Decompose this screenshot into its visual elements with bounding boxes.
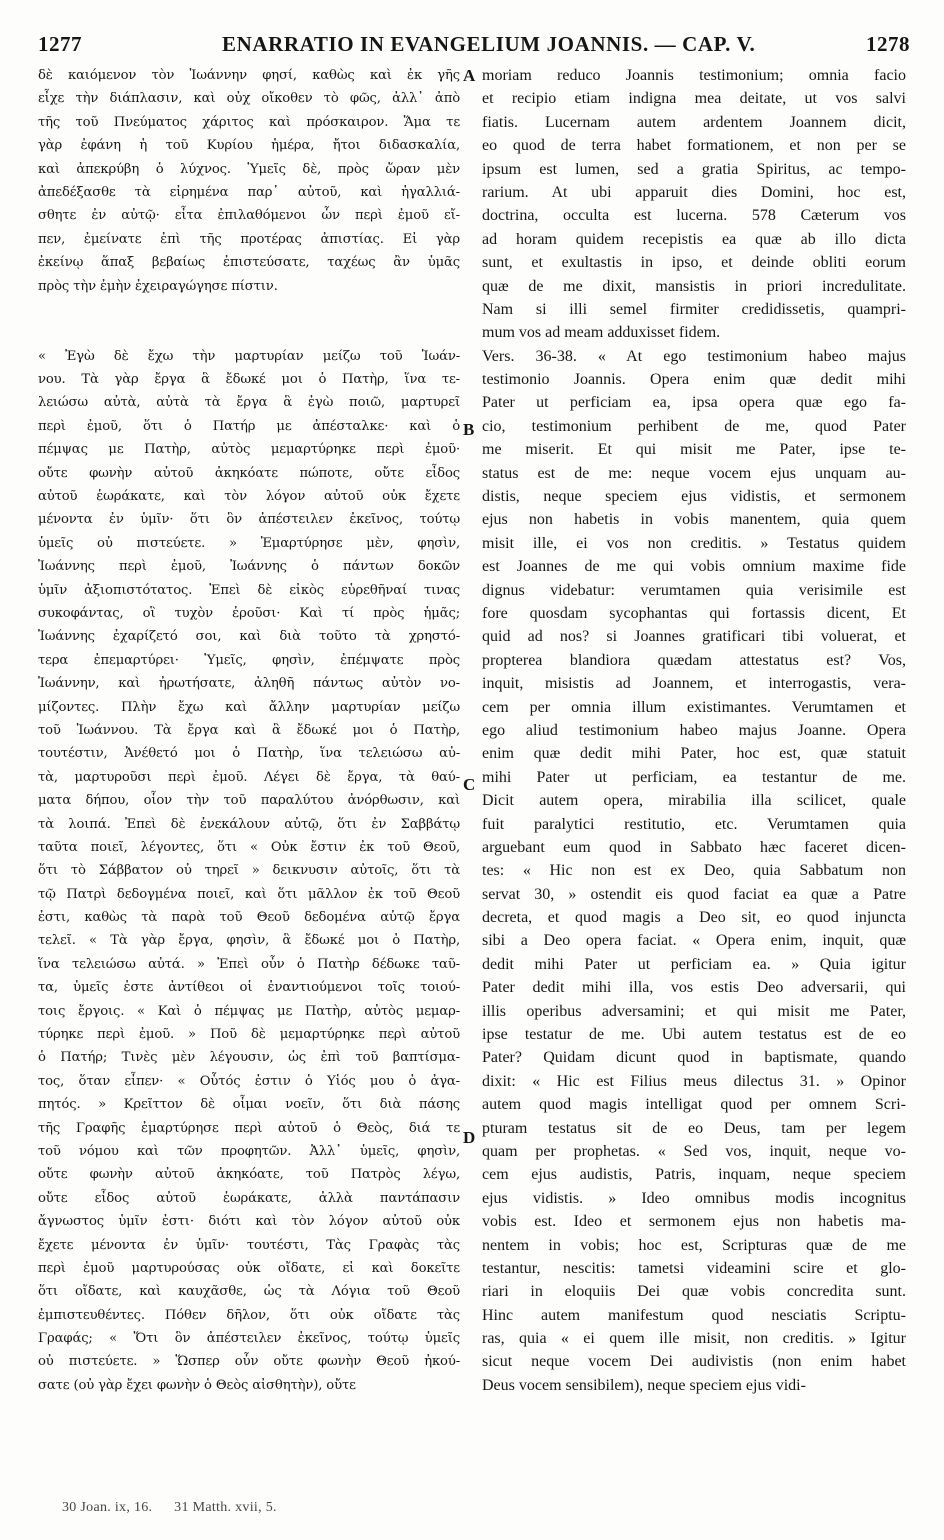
text-line: est Joannes de me qui vobis omnium maxime fide — [482, 558, 906, 576]
text-line: Γραφάς; « Ὅτι ὃν ἀπέστειλεν ἐκεῖνος, τούτῳ ὑμεῖς — [38, 1331, 460, 1347]
running-title: ENARRATIO IN EVANGELIUM JOANNIS. — CAP. V. — [222, 32, 756, 56]
text-line: Ἰωάννης περὶ ἐμοῦ, Ἰωάννης ὁ πάντων δοκῶν — [38, 559, 460, 575]
text-line: τῷ Πατρὶ δεδογμένα ποιεῖ, καὶ ὅτι μᾶλλον ἐκ τοῦ Θεοῦ — [38, 886, 460, 902]
text-line: ἄγνωστος ὑμῖν ἐστι· διότι καὶ τὸν λόγον αὐτοῦ οὐκ — [38, 1214, 460, 1230]
footnote: 30 Joan. ix, 16. — [62, 1500, 153, 1515]
text-line: ras, quia « ei quem ille misit, non creditis. » Igitur — [482, 1330, 906, 1348]
text-line: αὐτοῦ ἑωράκατε, καὶ τὸν λόγον αὐτοῦ οὐκ ἔχετε — [38, 489, 460, 505]
text-line: ταῦτα ποιεῖ, λέγοντες, ὅτι « Οὐκ ἔστιν ἐκ τοῦ Θεοῦ, — [38, 839, 460, 855]
text-line: ἵνα τελειώσω αὐτά. » Ἐπεὶ οὖν ὁ Πατὴρ δέδωκε ταῦ- — [38, 956, 460, 972]
text-line: σατε (οὐ γὰρ ἔχει φωνὴν ὁ Θεὸς αἰσθητὴν), οὔτε — [38, 1377, 356, 1393]
text-line: ὁ Πατήρ; Τινὲς μὲν λέγουσιν, ὡς ἐπὶ τοῦ βαπτίσμα- — [38, 1050, 460, 1066]
text-line: testimonio Joannis. Opera enim quæ dedit mihi — [482, 371, 906, 389]
text-line: τὰ, μαρτυροῦσι περὶ ἐμοῦ. Λέγει δὲ ἔργα, τὰ θαύ- — [38, 769, 460, 785]
text-line: moriam reduco Joannis testimonium; omnia facio — [482, 67, 906, 84]
text-line: nentem in vobis; hoc est, Scripturas quæ de me — [482, 1236, 906, 1254]
text-line: καὶ ἀπεκρύβη ὁ λύχνος. Ὑμεῖς δὲ, πρὸς ὥραν μὲν — [38, 161, 460, 177]
text-line: ἀπεδέξασθε τὰ εἰρημένα παρ᾽ αὐτοῦ, καὶ ἠγαλλιά- — [38, 184, 460, 200]
text-line: dedit mihi Pater ut perficiam ea. » Quia igitur — [482, 955, 906, 973]
text-line: πρὸς τὴν ἐμὴν ἐχειραγώγησε πίστιν. — [38, 278, 278, 294]
text-line: Deus vocem sensibilem), neque speciem ejus vidi- — [482, 1376, 806, 1394]
greek-column — [38, 64, 460, 1397]
text-line — [38, 298, 460, 321]
text-line: Ἰωάννης ἐχαρίζετό σοι, καὶ διὰ τοῦτο τὰ χρηστό- — [38, 629, 460, 645]
text-line: pturam testatus sit de eo Deus, tam per legem — [482, 1119, 906, 1137]
text-line: περὶ ἐμοῦ, ὅτι ὁ Πατήρ με ἀπέσταλκε· καὶ ὁ — [38, 418, 460, 434]
text-line: οὐ πιστεύετε. » Ὥσπερ οὖν οὔτε φωνὴν Θεοῦ ἠκού- — [38, 1354, 460, 1370]
text-line: ἐμπιστευθέντες. Πόθεν δῆλον, ὅτι οὐκ οἴδατε τὰς — [38, 1307, 460, 1323]
text-line: sibi a Deo opera faciat. « Opera enim, inquit, quæ — [482, 932, 906, 950]
text-line: inquit, misistis ad Joannem, et interrogastis, vera- — [482, 675, 906, 693]
text-line: τερα ἐπεμαρτύρει· Ὑμεῖς, φησὶν, ἐπέμψατε πρὸς — [38, 652, 460, 668]
text-line: status est de me: neque vocem ejus unquam au- — [482, 464, 906, 482]
text-line: Ἰωάννην, καὶ ἠρωτήσατε, ἀληθῆ πάντως αὐτὸν νο- — [38, 676, 460, 692]
page-number-right: 1278 — [866, 32, 910, 56]
latin-column — [482, 64, 906, 1397]
text-line: mum vos ad meam adduxisset fidem. — [482, 324, 721, 342]
text-line: Pater dedit mihi illa, vos estis Deo adversarii, qui — [482, 979, 906, 997]
text-line: οὔτε φωνὴν αὐτοῦ ἀκηκόατε, τοῦ Πατρὸς λέγω, — [38, 1167, 460, 1183]
text-line: περὶ ἐμοῦ μαρτυρούσας οὐκ οἴδατε, εἰ καὶ δοκεῖτε — [38, 1260, 460, 1276]
text-line: propterea blandiora quædam attestatus est? Vos, — [482, 651, 906, 669]
text-line: quid ad nos? si Joannes gratificari tibi voluerat, et — [482, 628, 906, 646]
text-line: Nam si illi semel firmiter credidissetis, quampri- — [482, 300, 906, 318]
text-line: τῆς τοῦ Πνεύματος χάριτος καὶ πρόσκαιρον. Ἅμα τε — [38, 114, 460, 130]
text-line: τοῦ νόμου καὶ τῶν προφητῶν. Ἀλλ᾽ ὑμεῖς, φησὶν, — [38, 1143, 460, 1159]
text-line: νου. Τὰ γὰρ ἔργα ἃ ἔδωκέ μοι ὁ Πατὴρ, ἵνα τε- — [38, 372, 460, 388]
text-line: συκοφάντας, οἳ τυχὸν ἐροῦσι· Καὶ τί πρὸς ἡμᾶς; — [38, 605, 460, 621]
text-line: ipse testatur de me. Ubi autem testatus est de eo — [482, 1026, 906, 1044]
text-line: eo quod de terra habet formationem, et non per se — [482, 137, 906, 155]
text-line: tes: « Hic non est ex Deo, quia Sabbatum non — [482, 862, 906, 880]
text-line: cem per omnia illum existimantes. Verumtamen et — [482, 698, 906, 716]
text-line: Pater? Quidam dicunt quod in baptismate, quando — [482, 1049, 906, 1067]
text-line: ad horam quidem recepistis ea quæ ab illo dicta — [482, 230, 906, 248]
text-line: testantur, nescitis: tametsi videamini scire et glo- — [482, 1259, 906, 1277]
text-line: ego aliud testimonium habeo majus Joanne. Opera — [482, 721, 906, 739]
text-line: τὰ λοιπά. Ἐπεὶ δὲ ἐνεκάλουν αὐτῷ, ὅτι ἐν Σαββάτῳ — [38, 816, 460, 832]
text-line: ὑμεῖς οὐ πιστεύετε. » Ἐμαρτύρησε μὲν, φησὶν, — [38, 535, 460, 551]
text-line: τῆς Γραφῆς ἐμαρτύρησε περὶ αὐτοῦ ὁ Θεὸς, διά τε — [38, 1120, 460, 1136]
text-line: illis operibus adversamini; et qui misit me Pater, — [482, 1002, 906, 1020]
text-line: decreta, et quod magis a Deo sit, eo quod injuncta — [482, 909, 906, 927]
text-line: dignus videbatur: verumtamen quia verisimile est — [482, 581, 906, 599]
text-line: τελεῖ. « Τὰ γὰρ ἔργα, φησὶν, ἃ ἔδωκέ μοι ὁ Πατὴρ, — [38, 933, 460, 949]
text-line: ἔχετε μένοντα ἐν ὑμῖν· τουτέστι, Τὰς Γραφὰς τὰς — [38, 1237, 460, 1253]
text-line: mihi Pater ut perficiam, ea testantur de me. — [482, 768, 906, 786]
text-line: fore quosdam sycophantas qui fortassis dicent, Et — [482, 604, 906, 622]
text-line: Pater ut perficiam ea, ipsa opera quæ ego fa- — [482, 394, 906, 412]
text-line: cio, testimonium perhibent de me, quod Pater — [482, 417, 906, 435]
text-line: τύρηκε περὶ ἐμοῦ. » Ποῦ δὲ μεμαρτύρηκε περὶ αὐτοῦ — [38, 1027, 460, 1043]
text-line: sunt, et exultastis in ipso, et deinde obliti eorum — [482, 254, 906, 272]
text-line: autem quod magis intelligat quod per omnem Scri- — [482, 1096, 906, 1114]
margin-letter-b: B — [463, 420, 475, 439]
text-line: λειώσω αὐτὰ, αὐτὰ τὰ ἔργα ἃ ἐγὼ ποιῶ, μαρτυρεῖ — [38, 395, 460, 411]
text-line: γὰρ ἐφάνη ἡ τοῦ Κυρίου ἡμέρα, ἤτοι διδασκαλία, — [38, 138, 460, 154]
text-line: ἐκείνῳ ἅπαξ βεβαίως ἐπιστεύσατε, ταχέως ἂν ὑμᾶς — [38, 255, 460, 271]
margin-letter-c: C — [463, 775, 476, 794]
text-line: ὑμῖν ἀξιοπιστότατος. Ἐπεὶ δὲ εἰκὸς εὑρεθῆναί τινας — [38, 582, 460, 598]
footnote: 31 Matth. xvii, 5. — [174, 1500, 277, 1515]
text-line: quam per prophetas. « Sed vos, inquit, neque vo- — [482, 1142, 906, 1160]
text-line: misit ille, ei vos non creditis. » Testatus quidem — [482, 534, 906, 552]
text-line: sicut neque vocem Dei audivistis (non enim habet — [482, 1353, 906, 1371]
text-line: μένοντα ἐν ὑμῖν· ὅτι ὃν ἀπέστειλεν ἐκεῖνος, τούτῳ — [38, 512, 460, 528]
text-line: rarium. At ubi apparuit dies Domini, hoc est, — [482, 183, 906, 201]
text-line: ὅτι τὸ Σάββατον οὐ τηρεῖ » δεικνυσιν αὐτοῖς, ὅτι τὰ — [38, 863, 460, 879]
margin-letter-a: A — [463, 66, 476, 85]
text-line: δὲ καιόμενον τὸν Ἰωάννην φησί, καθὼς καὶ ἐκ γῆς — [38, 68, 460, 83]
text-line: πητός. » Κρεῖττον δὲ οἶμαι νοεῖν, ὅτι διὰ πάσης — [38, 1097, 460, 1113]
text-line: vobis est. Ideo et sermonem ejus non habetis ma- — [482, 1213, 906, 1231]
text-line: ματα δήπου, οἷον τὴν τοῦ παραλύτου ἀνόρθωσιν, καὶ — [38, 793, 460, 809]
text-line: servat 30, » ostendit eis quod faciat ea quæ a Patre — [482, 885, 906, 903]
text-line: τος, ὅταν εἶπεν· « Οὗτός ἐστιν ὁ Υἱός μου ὁ ἀγα- — [38, 1073, 460, 1089]
text-line: ὅτι οἴδατε, καὶ καυχᾶσθε, ὡς τὰ Λόγια τοῦ Θεοῦ — [38, 1284, 460, 1300]
text-line: fiatis. Lucernam autem ardentem Joannem dicit, — [482, 113, 906, 131]
text-line: τοις ἔργοις. « Καὶ ὁ πέμψας με Πατὴρ, αὐτὸς μεμαρ- — [38, 1003, 460, 1019]
text-line: ejus vidistis. » Ideo omnibus modis incognitus — [482, 1189, 906, 1207]
text-line: τοῦ Ἰωάννου. Τὰ ἔργα καὶ ἃ ἔδωκέ μοι ὁ Πατὴρ, — [38, 722, 460, 738]
text-line: « Ἐγὼ δὲ ἔχω τὴν μαρτυρίαν μείζω τοῦ Ἰωάν- — [38, 348, 460, 364]
text-line: Vers. 36-38. « At ego testimonium habeo majus — [482, 347, 906, 365]
text-line: ipsum est lumen, sed a gratia Spiritus, ac tempo- — [482, 160, 906, 178]
text-line: τα, ὑμεῖς ἐστε ἀντίθεοι οἱ ἐναντιούμενοι τοῖς τοιού- — [38, 980, 460, 996]
text-line: riari in eloquiis Dei quæ vobis concredita sunt. — [482, 1283, 906, 1301]
text-line: doctrina, occulta est lucerna. 578 Cæterum vos — [482, 207, 906, 225]
text-line: ἐστι, καθὼς τὰ παρὰ τοῦ Θεοῦ δεδομένα αὐτῷ ἔργα — [38, 910, 460, 926]
text-line: Hinc autem manifestum quod nesciatis Scriptu- — [482, 1306, 906, 1324]
page-number-left: 1277 — [38, 32, 82, 56]
text-line: arguebant eum quod in Sabbato hæc faceret dicen- — [482, 838, 906, 856]
text-line: τουτέστιν, Ἀνέθετό μοι ὁ Πατὴρ, ἵνα τελειώσω αὐ- — [38, 746, 460, 762]
text-line: σθητε ἐν αὐτῷ· εἶτα ἐπιλαθόμενοι ὧν περὶ ἐμοῦ εἴ- — [38, 208, 460, 224]
text-line: μίζοντες. Πλὴν ἔχω καὶ ἄλλην μαρτυρίαν μείζω — [38, 699, 460, 715]
text-line: Dicit autem opera, mirabilia illa scilicet, quale — [482, 792, 906, 810]
text-line: εἶχε τὴν διάπλασιν, καὶ οὐχ οἴκοθεν τὸ φῶς, ἀλλ᾽ ἀπὸ — [38, 91, 460, 107]
text-line: πέμψας με Πατὴρ, αὐτὸς μεμαρτύρηκε περὶ ἐμοῦ· — [38, 442, 460, 458]
text-line: quæ de me dixit, mansistis in priori incredulitate. — [482, 277, 906, 295]
text-line: οὔτε φωνὴν αὐτοῦ ἀκηκόατε πώποτε, οὔτε εἶδος — [38, 465, 460, 481]
margin-letter-d: D — [463, 1128, 476, 1147]
text-line: me miserit. Et qui misit me Pater, ipse te- — [482, 441, 906, 459]
text-line: fuit paralytici restitutio, etc. Verumtamen quia — [482, 815, 906, 833]
text-line: οὔτε εἶδος αὐτοῦ ἑωράκατε, ἀλλὰ παντάπασιν — [38, 1190, 460, 1206]
text-line — [38, 321, 460, 344]
text-line: πεν, ἐμείνατε ἐπὶ τῆς προτέρας ἀπιστίας. Εἰ γὰρ — [38, 231, 460, 247]
text-line: ejus non habetis in vobis manentem, quia quem — [482, 511, 906, 529]
text-line: et recipio etiam indigna mea deitate, ut vos salvi — [482, 90, 906, 108]
footnotes — [62, 1500, 295, 1516]
text-line: distis, neque speciem ejus vidistis, et sermonem — [482, 488, 906, 506]
text-line: cem ejus audistis, Patris, inquam, neque speciem — [482, 1166, 906, 1184]
text-line: dixit: « Hic est Filius meus dilectus 31. » Opinor — [482, 1072, 906, 1090]
text-line: enim quæ dedit mihi Pater, hoc est, quæ statuit — [482, 745, 906, 763]
